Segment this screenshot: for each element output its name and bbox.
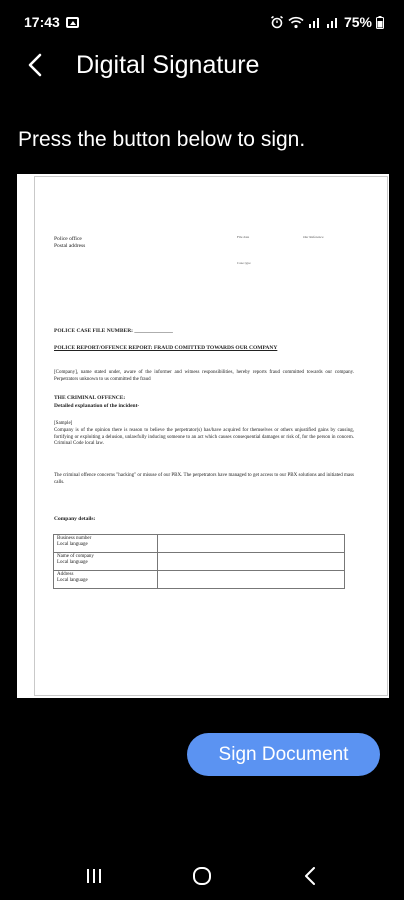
status-right <box>270 14 384 30</box>
back-icon <box>304 867 316 885</box>
gallery-notification-icon <box>66 17 79 28</box>
wifi-icon <box>288 16 304 29</box>
table-cell-label: Address Local language <box>54 571 158 589</box>
signal-icon-1 <box>308 16 322 28</box>
doc-address: Police office Postal address <box>54 236 86 249</box>
status-left <box>24 14 79 30</box>
sign-document-button[interactable]: Sign Document <box>187 733 380 776</box>
recents-icon <box>85 868 103 884</box>
doc-intro-paragraph: [Company], name stated under, aware of the informer and witness responsibilities, hereby reports fraud committed towards our company. Perpetrators unknown to us committed the fraud <box>54 370 354 382</box>
home-icon <box>192 866 212 886</box>
doc-sample-paragraph: Company is of the opinion there is reason to believe the perpetrator(s) has/have acquired for themselves or others unjustified gains by causing, fortifying or exploiting a delusion, unlawfully inducing someone to an act which causes consequential damages or risk of, for the person in concern. Criminal Code local law. <box>54 428 354 446</box>
doc-offence-subheading: Detailed explanation of the incident- <box>54 403 140 409</box>
table-cell-label: Business number Local language <box>54 535 158 553</box>
chevron-left-icon <box>27 53 43 77</box>
nav-recents-button[interactable] <box>64 856 124 896</box>
doc-field-reference: Our Reference <box>303 235 324 239</box>
sign-instruction: Press the button below to sign. <box>18 128 306 151</box>
doc-report-heading: POLICE REPORT/OFFENCE REPORT: FRAUD COMITTED TOWARDS OUR COMPANY <box>54 345 278 351</box>
doc-case-file-number: POLICE CASE FILE NUMBER: ______________ <box>54 328 173 334</box>
page-title: Digital Signature <box>76 50 260 79</box>
doc-sample-label: [Sample] <box>54 421 73 426</box>
alarm-icon <box>270 15 284 29</box>
back-button[interactable] <box>10 40 60 90</box>
signal-icon-2 <box>326 16 340 28</box>
table-cell-label: Name of company Local language <box>54 553 158 571</box>
status-time: 17:43 <box>24 14 60 30</box>
nav-home-button[interactable] <box>172 856 232 896</box>
table-row <box>54 553 345 571</box>
nav-back-button[interactable] <box>280 856 340 896</box>
table-cell-value <box>158 571 345 589</box>
doc-offence-paragraph: The criminal offence concerns "hacking" or misuse of our PBX. The perpetrators have managed to get access to our PBX solutions and initiated mass calls. <box>54 473 354 485</box>
doc-field-case-type: Case type <box>237 261 251 265</box>
doc-offence-heading: THE CRIMINAL OFFENCE: <box>54 395 126 401</box>
status-bar <box>0 0 404 44</box>
doc-company-table <box>53 534 345 589</box>
battery-icon <box>376 16 384 29</box>
app-bar <box>0 40 404 90</box>
battery-level: 75% <box>343 14 372 30</box>
system-nav-bar <box>0 852 404 900</box>
document-preview[interactable] <box>17 174 389 698</box>
table-cell-value <box>158 535 345 553</box>
table-cell-value <box>158 553 345 571</box>
table-row <box>54 535 345 553</box>
doc-field-file-date: File date <box>237 235 250 239</box>
table-row <box>54 571 345 589</box>
doc-company-details: Company details: <box>54 516 96 522</box>
